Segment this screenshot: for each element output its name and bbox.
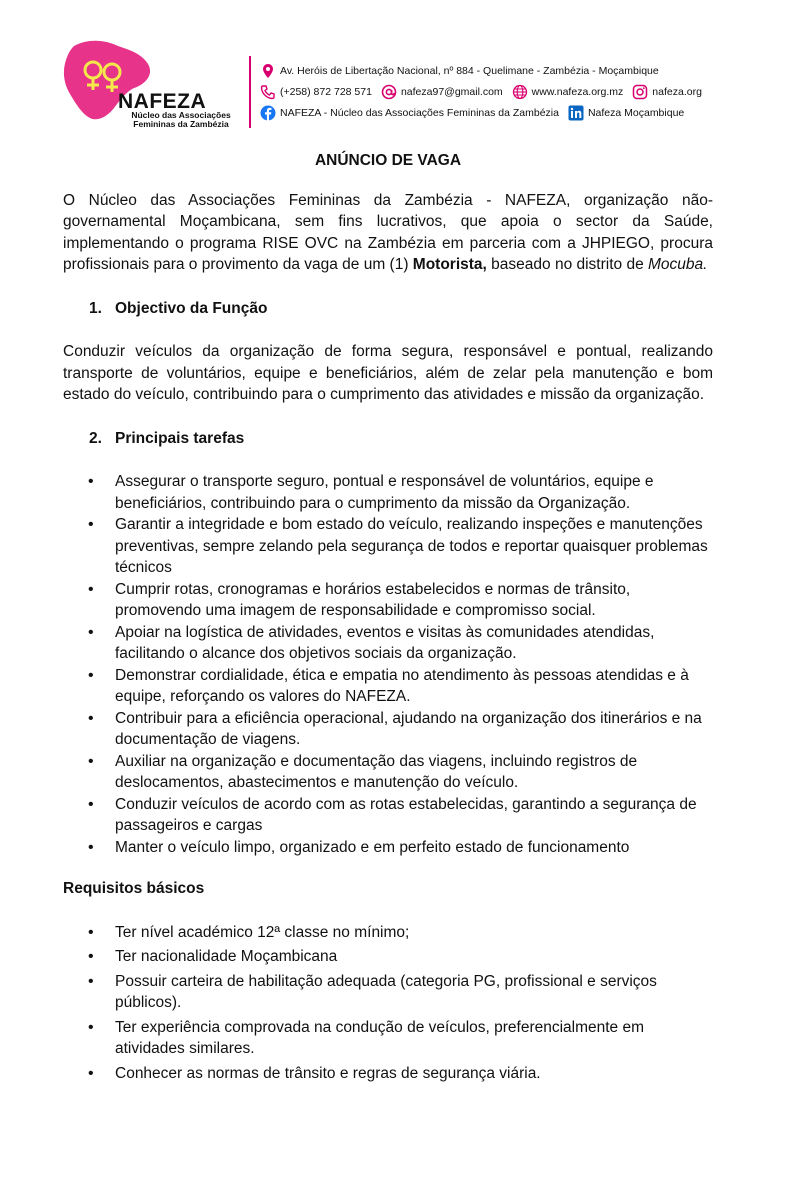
social-row <box>260 102 740 123</box>
address-row <box>260 60 740 81</box>
list-item: • Garantir a integridade e bom estado do veículo, realizando inspeções e manutenções preventivas, sempre zelando pela segurança de todos e reportar quaisquer problemas técnicos <box>63 514 713 579</box>
logo-subtitle: Núcleo das Associações Femininas da Zambézia <box>131 110 231 129</box>
letterhead <box>60 38 740 130</box>
objective-paragraph: Conduzir veículos da organização de forma segura, responsável e pontual, realizando transporte de voluntários, equipe e beneficiários, além de zelar pela manutenção e bom estado do veículo, contribuindo para o cumprimento das atividades e missão da organização. <box>63 343 713 403</box>
list-item: • Ter experiência comprovada na condução de veículos, preferencialmente em atividades similares. <box>63 1017 713 1060</box>
intro-paragraph: O Núcleo das Associações Femininas da Zambézia - NAFEZA, organização não-governamental Moçambicana, sem fins lucrativos, que apoia o sector da Saúde, implementando o programa RISE OVC na Zambézia em parceria com a JHPIEGO, procura profissionais para o provimento da vaga de um (1) Motorista, baseado no distrito de Mocuba. <box>63 191 713 273</box>
globe-icon <box>512 84 528 100</box>
list-item: • Auxiliar na organização e documentação das viagens, incluindo registros de deslocamentos, abastecimentos e manutenção do veículo. <box>63 751 713 794</box>
list-item: • Demonstrar cordialidade, ética e empatia no atendimento às pessoas atendidas e à equipe, reforçando os valores do NAFEZA. <box>63 665 713 708</box>
section-objective-heading: 1. Objectivo da Função <box>89 299 268 317</box>
section-tasks-heading: 2. Principais tarefas <box>89 429 245 447</box>
list-item: • Assegurar o transporte seguro, pontual e responsável de voluntários, equipe e beneficiários, contribuindo para o cumprimento da missão da Organização. <box>63 471 713 514</box>
tasks-list <box>63 471 713 858</box>
job-district: Mocuba. <box>648 256 708 273</box>
list-item: • Cumprir rotas, cronogramas e horários estabelecidos e normas de trânsito, promovendo uma imagem de responsabilidade e compromisso social. <box>63 579 713 622</box>
logo-wordmark: NAFEZA <box>118 90 207 113</box>
nafeza-logo <box>60 38 246 130</box>
facebook-link[interactable]: NAFEZA - Núcleo das Associações Femininas da Zambézia <box>280 106 559 119</box>
list-item: • Apoiar na logística de atividades, eventos e visitas às comunidades atendidas, facilitando o alcance dos objetivos sociais da organização. <box>63 622 713 665</box>
job-role: Motorista, <box>412 256 487 273</box>
contact-block <box>260 60 740 123</box>
linkedin-link[interactable]: Nafeza Moçambique <box>587 106 685 119</box>
email-link[interactable]: nafeza97@gmail.com <box>400 85 503 98</box>
list-item: • Contribuir para a eficiência operacional, ajudando na organização dos itinerários e na documentação de viagens. <box>63 708 713 751</box>
list-item: • Possuir carteira de habilitação adequada (categoria PG, profissional e serviços públicos). <box>63 971 713 1014</box>
list-item: • Conhecer as normas de trânsito e regras de segurança viária. <box>63 1063 713 1085</box>
phone-icon <box>260 84 276 100</box>
document-title: ANÚNCIO DE VAGA <box>314 152 462 169</box>
website-link[interactable]: www.nafeza.org.mz <box>531 85 624 98</box>
at-icon <box>381 84 397 100</box>
list-item: • Ter nível académico 12ª classe no mínimo; <box>63 922 713 944</box>
list-item: • Ter nacionalidade Moçambicana <box>63 946 713 968</box>
instagram-link[interactable]: nafeza.org <box>652 85 702 98</box>
requirements-list <box>63 922 713 1085</box>
location-pin-icon <box>260 63 276 79</box>
facebook-icon <box>260 105 276 121</box>
requirements-heading: Requisitos básicos <box>63 880 205 897</box>
document-body <box>63 150 713 1087</box>
header-divider <box>249 56 251 128</box>
phone-text: (+258) 872 728 571 <box>280 85 372 98</box>
address-text: Av. Heróis de Libertação Nacional, nº 884 - Quelimane - Zambézia - Moçambique <box>280 64 659 77</box>
instagram-icon <box>632 84 648 100</box>
list-item: • Manter o veículo limpo, organizado e em perfeito estado de funcionamento <box>63 837 713 859</box>
linkedin-icon <box>568 105 584 121</box>
contact-row <box>260 81 740 102</box>
list-item: • Conduzir veículos de acordo com as rotas estabelecidas, garantindo a segurança de passageiros e cargas <box>63 794 713 837</box>
